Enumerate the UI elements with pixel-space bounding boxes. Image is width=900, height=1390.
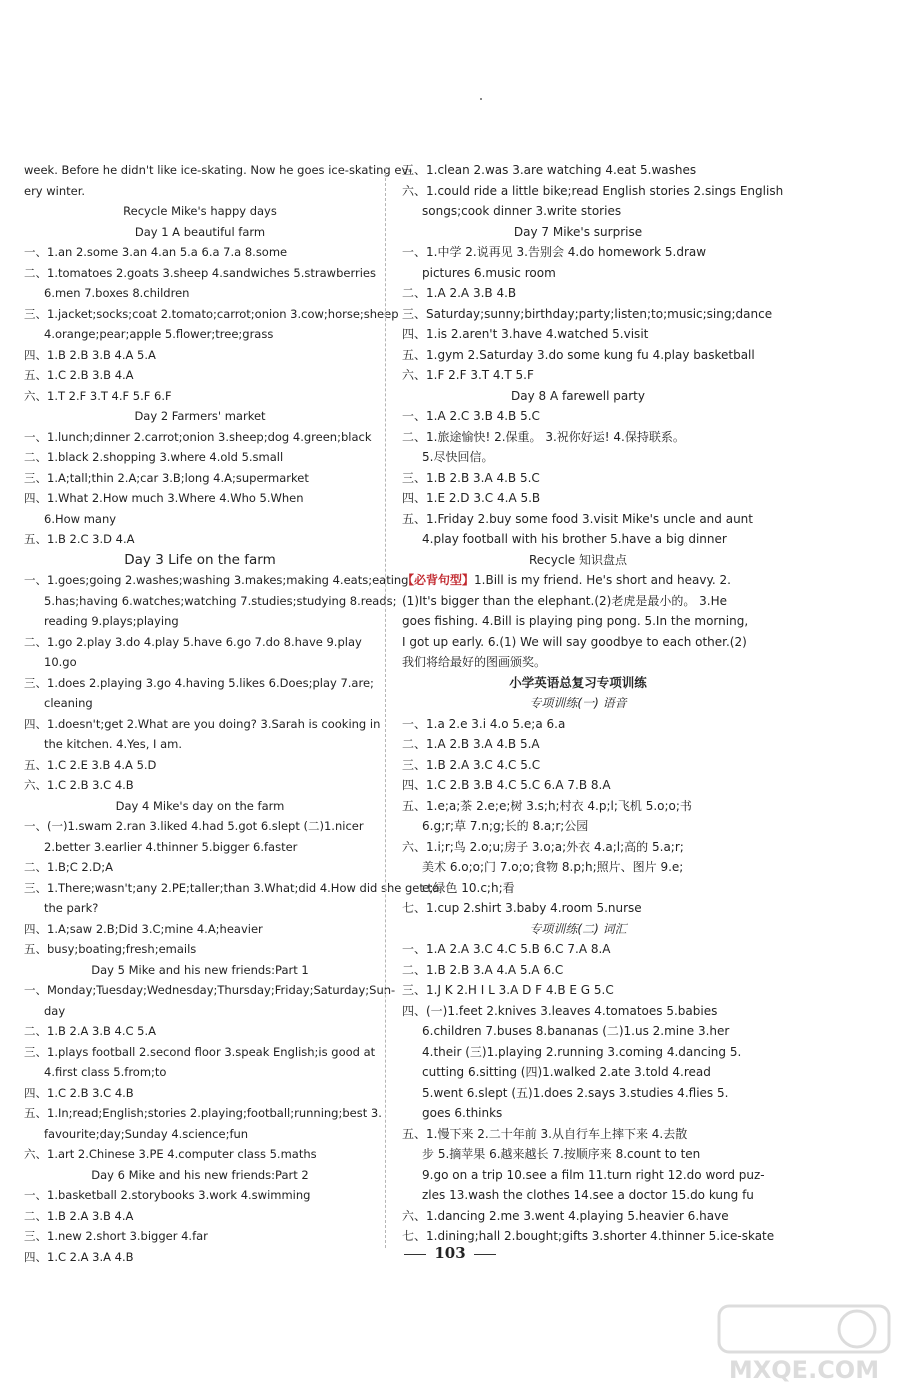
answer-line [402, 673, 754, 694]
answer-text: 二、1.B 2.A 3.B 4.A [24, 1208, 134, 1223]
answer-text: 四、1.A;saw 2.B;Did 3.C;mine 4.A;heavier [24, 921, 263, 936]
answer-line [402, 263, 754, 284]
answer-line [24, 980, 396, 1001]
answer-line [402, 693, 754, 714]
answer-line [402, 509, 754, 530]
answer-text: 美术 6.o;o;门 7.o;o;食物 8.p;h;照片、图片 9.e; [422, 860, 684, 874]
answer-text: Day 3 Life on the farm [124, 551, 276, 568]
answer-text: 一、1.basketball 2.storybooks 3.work 4.swimming [24, 1188, 311, 1202]
answer-line [24, 775, 376, 796]
answer-text: 1.Bill is my friend. He's short and heavy. 2.(1)It's bigger than the elephant.(2)老虎是最小的。 3.He goes fishing. 4.Bill is playing ping pong. 5.In the morning, I got up early. 6.(1) We will say goodbye to each other.(2)我们将给最好的图画颁奖。 [402, 573, 749, 669]
answer-line [24, 1021, 376, 1042]
answer-line [24, 1206, 376, 1227]
answer-line [24, 242, 376, 263]
column-divider [385, 168, 386, 1248]
answer-text: 三、1.B 2.A 3.C 4.C 5.C [402, 757, 541, 772]
answer-text: 五、1.C 2.B 3.B 4.A [24, 368, 134, 382]
answer-text: 七、1.cup 2.shirt 3.baby 4.room 5.nurse [402, 901, 642, 915]
answer-text: 五、1.In;read;English;stories 2.playing;football;running;best 3. [24, 1106, 382, 1120]
answer-text: 一、1.中学 2.说再见 3.告别会 4.do homework 5.draw [402, 245, 707, 259]
answer-line [24, 837, 376, 858]
answer-line [24, 263, 376, 284]
answer-text: 六、1.i;r;鸟 2.o;u;房子 3.o;a;外衣 4.a;l;高的 5.a;r; [402, 839, 684, 854]
answer-text: 三、1.B 2.B 3.A 4.B 5.C [402, 470, 540, 485]
scan-dot [480, 98, 482, 100]
answer-text: 三、1.does 2.playing 3.go 4.having 5.likes 6.Does;play 7.are; [24, 675, 374, 690]
answer-line [24, 222, 376, 243]
watermark-text: MXQE.COM [728, 1356, 880, 1384]
answer-line [402, 755, 754, 776]
answer-line [24, 878, 440, 899]
answer-line [402, 816, 754, 837]
answer-line [24, 1062, 376, 1083]
answer-text: 六、1.C 2.B 3.C 4.B [24, 778, 134, 792]
answer-line [402, 878, 754, 899]
answer-text: 四、1.E 2.D 3.C 4.A 5.B [402, 491, 541, 505]
answer-text: 4.first class 5.from;to [44, 1065, 167, 1079]
answer-line [402, 181, 784, 202]
answer-line [402, 898, 754, 919]
answer-text: cleaning [44, 696, 93, 710]
answer-text: 二、1.A 2.A 3.B 4.B [402, 286, 517, 300]
answer-text: Day 7 Mike's surprise [513, 224, 643, 239]
answer-line [24, 1083, 376, 1104]
answer-text: 5.went 6.slept (五)1.does 2.says 3.studies 4.flies 5. [422, 1085, 729, 1100]
page-number-left-rule [404, 1254, 426, 1255]
answer-line [24, 1103, 382, 1124]
answer-line [24, 796, 376, 817]
answer-line [24, 488, 376, 509]
answer-text: 四、1.C 2.B 3.B 4.C 5.C 6.A 7.B 8.A [402, 778, 611, 792]
answer-line [24, 591, 397, 612]
answer-text: 9.go on a trip 10.see a film 11.turn right 12.do word puz- [422, 1167, 765, 1182]
answer-line [24, 939, 376, 960]
highlight-label: 【必背句型】 [402, 573, 475, 587]
answer-text: 二、1.B;C 2.D;A [24, 860, 113, 874]
answer-text: 六、1.could ride a little bike;read English stories 2.sings English [402, 183, 784, 198]
answer-line [402, 488, 754, 509]
answer-line [402, 1185, 754, 1206]
answer-line [402, 550, 754, 571]
answer-text: 二、1.B 2.B 3.A 4.A 5.A 6.C [402, 962, 564, 977]
answer-text: 一、1.goes;going 2.washes;washing 3.makes;making 4.eats;eating [24, 573, 409, 587]
answer-line [402, 837, 754, 858]
answer-line [24, 611, 376, 632]
answer-line [402, 734, 754, 755]
answer-line [24, 1165, 376, 1186]
answer-text: 5.has;having 6.watches;watching 7.studies;studying 8.reads; [44, 593, 397, 608]
answer-line [402, 529, 754, 550]
answer-text: 五、1.慢下来 2.二十年前 3.从自行车上摔下来 4.去散 [402, 1126, 688, 1141]
answer-text: 三、1.plays football 2.second floor 3.speak English;is good at [24, 1044, 376, 1059]
answer-text: 6.How many [44, 511, 117, 526]
answer-line [402, 468, 754, 489]
answer-text: 七、1.dining;hall 2.bought;gifts 3.shorter 4.thinner 5.ice-skate [402, 1229, 775, 1243]
answer-text: 二、1.black 2.shopping 3.where 4.old 5.small [24, 450, 284, 464]
answer-line [24, 857, 376, 878]
answer-line [402, 1124, 754, 1145]
answer-line [24, 714, 381, 735]
answer-line [402, 160, 754, 181]
watermark-logo [715, 1302, 893, 1384]
answer-line [24, 673, 376, 694]
answer-line [24, 160, 413, 181]
answer-text: reading 9.plays;playing [44, 614, 179, 628]
answer-text: goes 6.thinks [422, 1106, 503, 1120]
answer-line [402, 796, 754, 817]
answer-text: 四、1.C 2.A 3.A 4.B [24, 1249, 134, 1264]
answer-text: 三、1.J K 2.H I L 3.A D F 4.B E G 5.C [402, 983, 614, 997]
answer-text: 六、1.F 2.F 3.T 4.T 5.F [402, 368, 534, 382]
answer-line [24, 181, 376, 202]
answer-text: 四、1.doesn't;get 2.What are you doing? 3.Sarah is cooking in [24, 716, 381, 731]
answer-text: 2.better 3.earlier 4.thinner 5.bigger 6.faster [44, 839, 298, 854]
answer-line [402, 939, 754, 960]
answer-line [402, 345, 754, 366]
answer-text: day [44, 1003, 66, 1018]
answer-text: 四、1.What 2.How much 3.Where 4.Who 5.When [24, 491, 304, 505]
answer-line [402, 980, 754, 1001]
answer-line [402, 1165, 765, 1186]
answer-text: 四、1.C 2.B 3.C 4.B [24, 1085, 134, 1100]
answer-line [402, 714, 754, 735]
answer-line [402, 1001, 754, 1022]
answer-text: 一、1.lunch;dinner 2.carrot;onion 3.sheep;dog 4.green;black [24, 429, 372, 444]
answer-text: 4.play football with his brother 5.have a big dinner [422, 532, 727, 546]
answer-text: the park? [44, 901, 99, 915]
answer-line [402, 1144, 754, 1165]
answer-line [402, 283, 754, 304]
answer-text: 四、1.B 2.B 3.B 4.A 5.A [24, 347, 156, 362]
answer-line [402, 1206, 754, 1227]
answer-text: 四、1.is 2.aren't 3.have 4.watched 5.visit [402, 327, 649, 341]
answer-text: Day 1 A beautiful farm [134, 224, 266, 239]
answer-text: 专项训练(一) 语音 [529, 696, 627, 710]
answer-text: Day 8 A farewell party [510, 388, 645, 403]
answer-line [24, 509, 376, 530]
answer-line [24, 570, 409, 591]
answer-text: Day 5 Mike and his new friends:Part 1 [91, 962, 309, 977]
answer-line [402, 201, 754, 222]
page-number-right-rule [474, 1254, 496, 1255]
answer-text: Day 4 Mike's day on the farm [115, 798, 285, 813]
answer-text: 六、1.T 2.F 3.T 4.F 5.F 6.F [24, 388, 172, 403]
page-number [0, 1244, 900, 1262]
answer-line [402, 570, 754, 673]
answer-text: 六、1.art 2.Chinese 3.PE 4.computer class 5.maths [24, 1147, 317, 1161]
answer-text: 6.men 7.boxes 8.children [44, 286, 190, 300]
answer-text: 三、1.There;wasn't;any 2.PE;taller;than 3.What;did 4.How did she get to [24, 880, 440, 895]
answer-text: 一、Monday;Tuesday;Wednesday;Thursday;Friday;Saturday;Sun- [24, 983, 396, 997]
answer-text: 三、1.new 2.short 3.bigger 4.far [24, 1229, 208, 1243]
answer-line [24, 427, 376, 448]
answer-text: 小学英语总复习专项训练 [509, 674, 647, 690]
answer-line [402, 775, 754, 796]
answer-line [24, 1124, 376, 1145]
answer-line [402, 919, 754, 940]
answer-line [24, 1144, 376, 1165]
answer-text: 专项训练(二) 词汇 [529, 921, 627, 936]
answer-text: 6.g;r;草 7.n;g;长的 8.a;r;公园 [422, 819, 589, 833]
answer-line [402, 324, 754, 345]
answer-line [24, 345, 376, 366]
answer-line [402, 386, 754, 407]
answer-text: 五、1.Friday 2.buy some food 3.visit Mike's uncle and aunt [402, 511, 753, 526]
answer-text: 6.children 7.buses 8.bananas (二)1.us 2.mine 3.her [422, 1024, 730, 1038]
answer-line [24, 468, 376, 489]
answer-line [24, 386, 376, 407]
answer-text: zles 13.wash the clothes 14.see a doctor 15.do kung fu [422, 1188, 754, 1202]
right-answer-column [402, 160, 784, 1247]
answer-line [402, 1083, 754, 1104]
answer-text: 五、1.e;a;茶 2.e;e;树 3.s;h;村衣 4.p;l;飞机 5.o;o;书 [402, 798, 692, 813]
answer-text: 二、1.旅途愉快! 2.保重。 3.祝你好运! 4.保持联系。 [402, 429, 685, 444]
answer-line [402, 427, 754, 448]
answer-line [24, 960, 376, 981]
answer-line [24, 1185, 376, 1206]
answer-text: 一、1.A 2.A 3.C 4.C 5.B 6.C 7.A 8.A [402, 942, 611, 956]
answer-line [402, 1021, 754, 1042]
answer-line [24, 693, 376, 714]
answer-line [402, 1103, 754, 1124]
answer-text: ery winter. [24, 183, 86, 198]
answer-text: Recycle 知识盘点 [528, 552, 627, 567]
answer-line [24, 529, 376, 550]
answer-text: 三、1.jacket;socks;coat 2.tomato;carrot;onion 3.cow;horse;sheep [24, 306, 399, 321]
answer-text: 二、1.tomatoes 2.goats 3.sheep 4.sandwiches 5.strawberries [24, 265, 376, 280]
answer-text: cutting 6.sitting (四)1.walked 2.ate 3.told 4.read [422, 1065, 711, 1079]
answer-line [402, 857, 754, 878]
answer-line [402, 1062, 754, 1083]
answer-text: 五、1.gym 2.Saturday 3.do some kung fu 4.play basketball [402, 347, 755, 362]
answer-line [24, 1001, 376, 1022]
answer-text: 五、busy;boating;fresh;emails [24, 942, 197, 956]
answer-line [24, 652, 376, 673]
answer-text: 三、1.A;tall;thin 2.A;car 3.B;long 4.A;supermarket [24, 470, 309, 485]
answer-line [24, 816, 376, 837]
answer-text: 一、(一)1.swam 2.ran 3.liked 4.had 5.got 6.slept (二)1.nicer [24, 819, 364, 833]
answer-text: 六、1.dancing 2.me 3.went 4.playing 5.heavier 6.have [402, 1208, 729, 1223]
answer-line [24, 919, 376, 940]
answer-text: 二、1.A 2.B 3.A 4.B 5.A [402, 737, 540, 751]
answer-line [24, 1042, 376, 1063]
answer-line [24, 447, 376, 468]
answer-text: 4.their (三)1.playing 2.running 3.coming 4.dancing 5. [422, 1044, 742, 1059]
answer-text: 五、1.C 2.E 3.B 4.A 5.D [24, 757, 157, 772]
answer-line [24, 406, 376, 427]
answer-line [24, 550, 376, 571]
answer-line [24, 632, 376, 653]
answer-text: 五、1.B 2.C 3.D 4.A [24, 532, 135, 546]
answer-text: e;绿色 10.c;h;看 [422, 880, 515, 895]
answer-text: 三、Saturday;sunny;birthday;party;listen;to;music;sing;dance [402, 306, 773, 321]
answer-line [402, 406, 754, 427]
answer-line [24, 304, 399, 325]
answer-line [402, 960, 754, 981]
answer-text: 一、1.an 2.some 3.an 4.an 5.a 6.a 7.a 8.some [24, 245, 288, 259]
answer-text: the kitchen. 4.Yes, I am. [44, 737, 182, 751]
answer-text: Day 2 Farmers' market [134, 409, 266, 423]
answer-text: songs;cook dinner 3.write stories [422, 204, 622, 218]
page-number-value: 103 [434, 1244, 466, 1262]
answer-text: 二、1.go 2.play 3.do 4.play 5.have 6.go 7.do 8.have 9.play [24, 634, 362, 649]
answer-line [402, 242, 754, 263]
answer-text: 二、1.B 2.A 3.B 4.C 5.A [24, 1024, 157, 1038]
answer-text: 4.orange;pear;apple 5.flower;tree;grass [44, 327, 274, 341]
answer-line [24, 324, 376, 345]
answer-line [402, 222, 754, 243]
answer-line [24, 283, 376, 304]
answer-line [24, 365, 376, 386]
answer-text: week. Before he didn't like ice-skating. Now he goes ice-skating ev- [24, 163, 413, 177]
answer-text: 四、(一)1.feet 2.knives 3.leaves 4.tomatoes 5.babies [402, 1003, 718, 1018]
answer-line [24, 734, 376, 755]
answer-text: 一、1.A 2.C 3.B 4.B 5.C [402, 409, 540, 423]
answer-text: pictures 6.music room [422, 265, 556, 280]
answer-line [402, 304, 773, 325]
answer-text: 五、1.clean 2.was 3.are watching 4.eat 5.washes [402, 163, 697, 177]
answer-text: favourite;day;Sunday 4.science;fun [44, 1126, 249, 1141]
answer-line [24, 201, 376, 222]
answer-line [402, 1042, 754, 1063]
answer-line [402, 365, 754, 386]
answer-text: Recycle Mike's happy days [123, 204, 277, 218]
answer-text: 一、1.a 2.e 3.i 4.o 5.e;a 6.a [402, 716, 566, 731]
answer-text: 10.go [44, 655, 77, 669]
answer-line [402, 447, 754, 468]
answer-line [24, 898, 376, 919]
answer-text: Day 6 Mike and his new friends:Part 2 [91, 1167, 309, 1182]
answer-text: 步 5.摘苹果 6.越来越长 7.按顺序来 8.count to ten [422, 1147, 701, 1161]
answer-line [24, 755, 376, 776]
answer-text: 5.尽快回信。 [422, 450, 494, 464]
